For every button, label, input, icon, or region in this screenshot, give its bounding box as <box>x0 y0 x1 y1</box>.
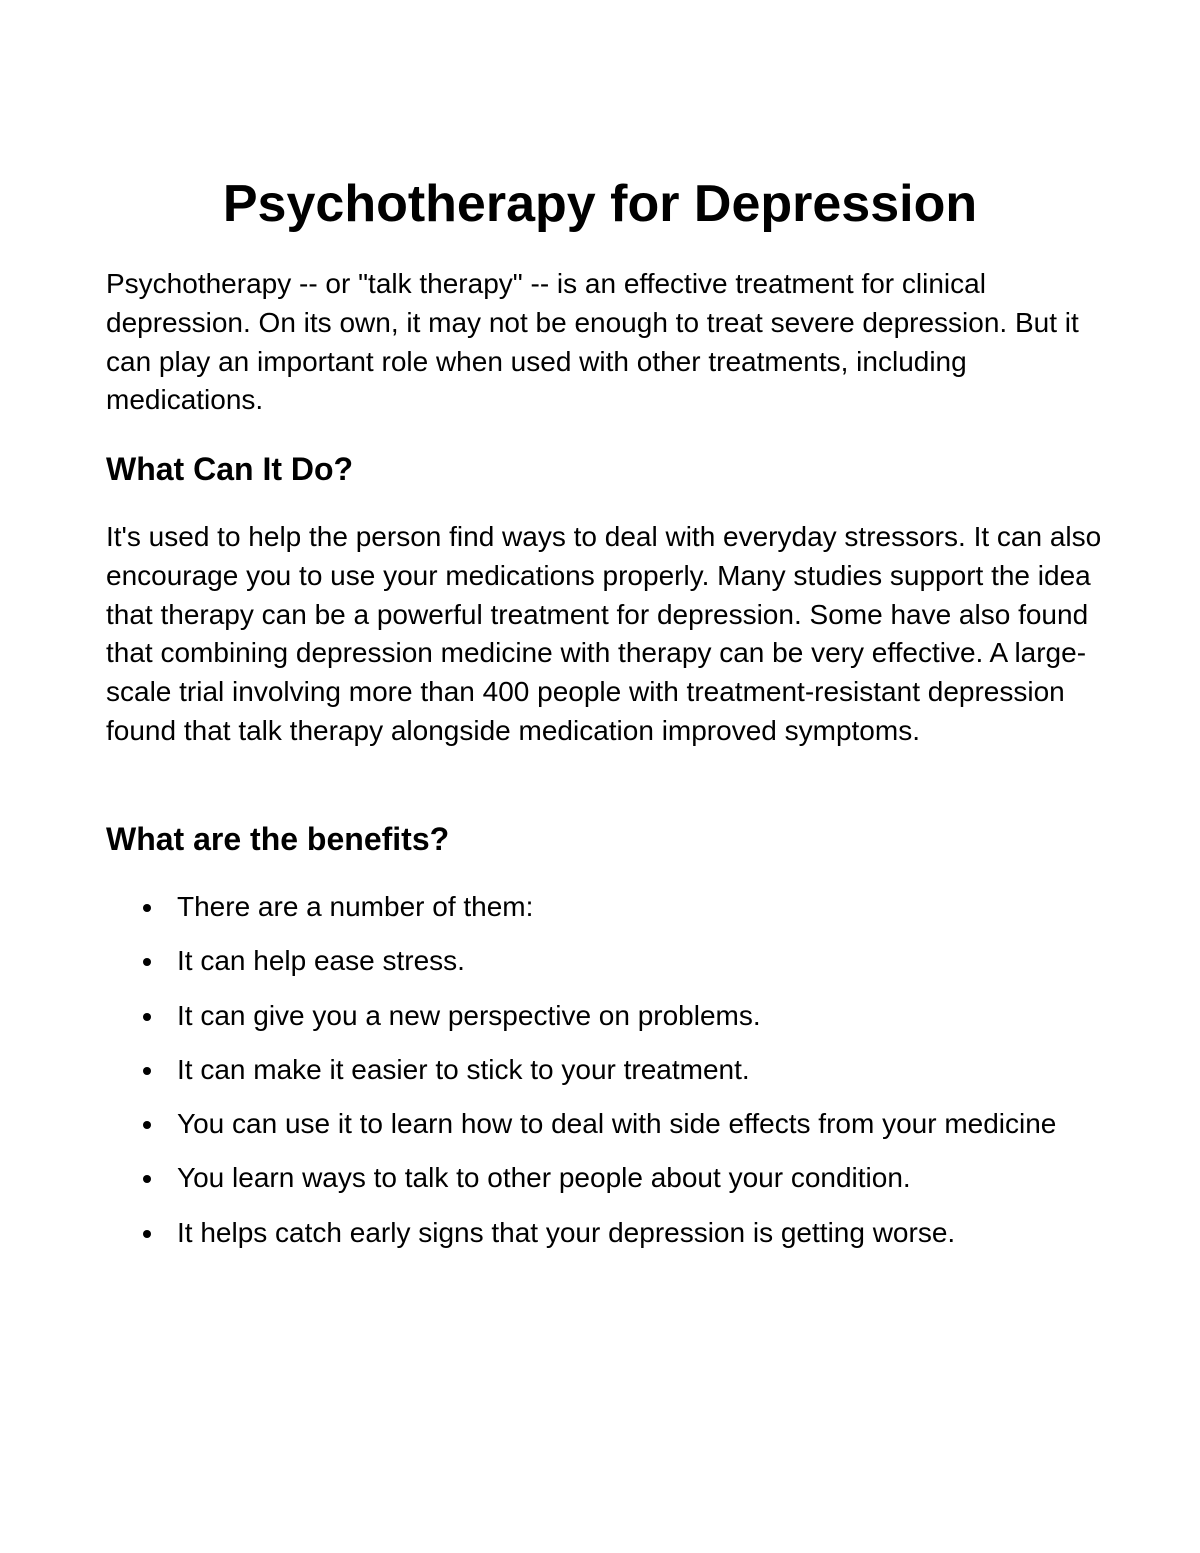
list-item-text: You learn ways to talk to other people about your condition. <box>177 1162 911 1194</box>
list-item <box>106 1159 1106 1198</box>
list-item-text: It can help ease stress. <box>177 945 465 977</box>
list-item-text: It can give you a new perspective on problems. <box>177 999 761 1031</box>
list-item <box>106 942 1106 981</box>
section-heading-what-can-it-do: What Can It Do? <box>106 451 354 487</box>
bullet-icon <box>143 1067 151 1075</box>
bullet-icon <box>143 958 151 966</box>
list-item <box>106 888 1106 927</box>
page-title: Psychotherapy for Depression <box>222 175 978 233</box>
bullet-icon <box>143 1230 151 1238</box>
list-item-text: It helps catch early signs that your depression is getting worse. <box>177 1216 956 1248</box>
bullet-icon <box>143 1175 151 1183</box>
bullet-icon <box>143 1013 151 1021</box>
bullet-icon <box>143 904 151 912</box>
bullet-icon <box>143 1121 151 1129</box>
list-item <box>106 1214 1106 1253</box>
intro-paragraph: Psychotherapy -- or "talk therapy" -- is an effective treatment for clinical depression. On its own, it may not be enough to treat severe depression. But it can play an important role when used with other treatments, including medications. <box>106 268 1079 416</box>
benefits-list <box>106 888 1106 1268</box>
section-heading-benefits: What are the benefits? <box>106 821 450 857</box>
list-item <box>106 1051 1106 1090</box>
list-item-text: There are a number of them: <box>177 891 534 922</box>
section-paragraph-what-can-it-do: It's used to help the person find ways to deal with everyday stressors. It can also encourage you to use your medications properly. Many studies support the idea that therapy can be a powerful treatment for depression. Some have also found that combining depression medicine with therapy can be very effective. A large-scale trial involving more than 400 people with treatment-resistant depression found that talk therapy alongside medication improved symptoms. <box>106 521 1102 746</box>
list-item <box>106 1105 1106 1144</box>
list-item-text: You can use it to learn how to deal with side effects from your medicine <box>177 1108 1057 1140</box>
list-item <box>106 997 1106 1036</box>
list-item-text: It can make it easier to stick to your treatment. <box>177 1053 750 1085</box>
